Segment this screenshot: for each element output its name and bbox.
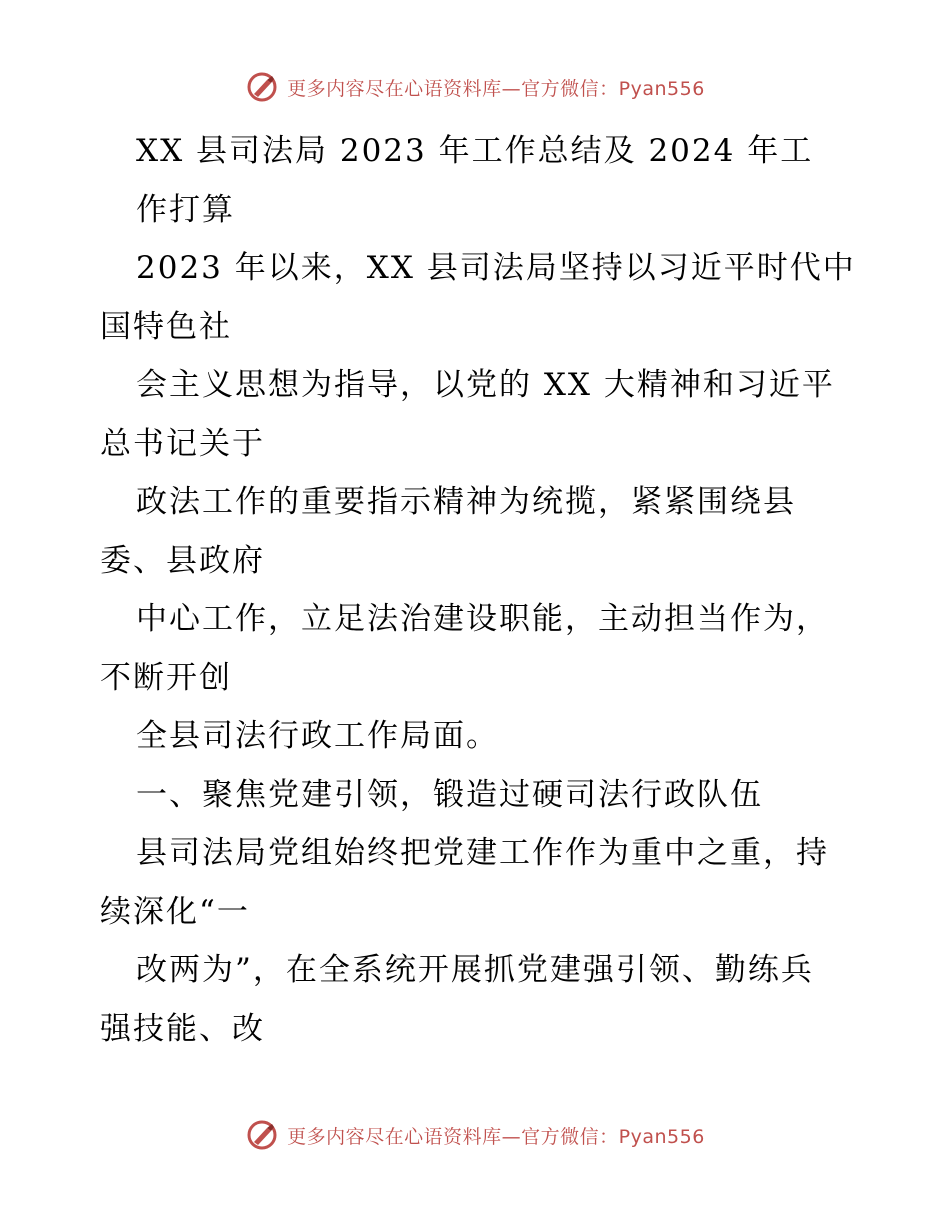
text-line: 改两为”，在全系统开展抓党建强引领、勤练兵 [136,952,814,988]
pen-logo-icon [245,1118,279,1152]
text-line: 作打算 [136,191,235,228]
text-line: 全县司法行政工作局面。 [136,718,499,754]
pen-logo-icon [245,70,279,104]
text-line: 中心工作，立足法治建设职能，主动担当作为， [136,601,829,637]
text-line: 强技能、改 [100,1010,265,1047]
document-body [100,122,860,1058]
watermark-text: 更多内容尽在心语资料库—官方微信：Pyan556 [287,77,705,100]
text-line: XX 县司法局 2023 年工作总结及 2024 年工 [136,133,814,169]
watermark-header [0,70,950,104]
text-line: 续深化“一 [100,893,250,930]
text-line: 一、聚焦党建引领，锻造过硬司法行政队伍 [136,776,763,813]
text-line: 县司法局党组始终把党建工作作为重中之重，持 [136,835,829,871]
text-line: 国特色社 [100,308,232,345]
watermark-text: 更多内容尽在心语资料库—官方微信：Pyan556 [287,1125,705,1148]
text-line: 不断开创 [100,659,232,696]
text-line: 会主义思想为指导，以党的 XX 大精神和习近平 [136,367,835,403]
text-line: 总书记关于 [100,425,265,462]
text-line: 政法工作的重要指示精神为统揽，紧紧围绕县 [136,484,796,520]
text-line: 委、县政府 [100,542,265,579]
text-line: 2023 年以来，XX 县司法局坚持以习近平时代中 [136,250,856,286]
watermark-footer [0,1118,950,1152]
